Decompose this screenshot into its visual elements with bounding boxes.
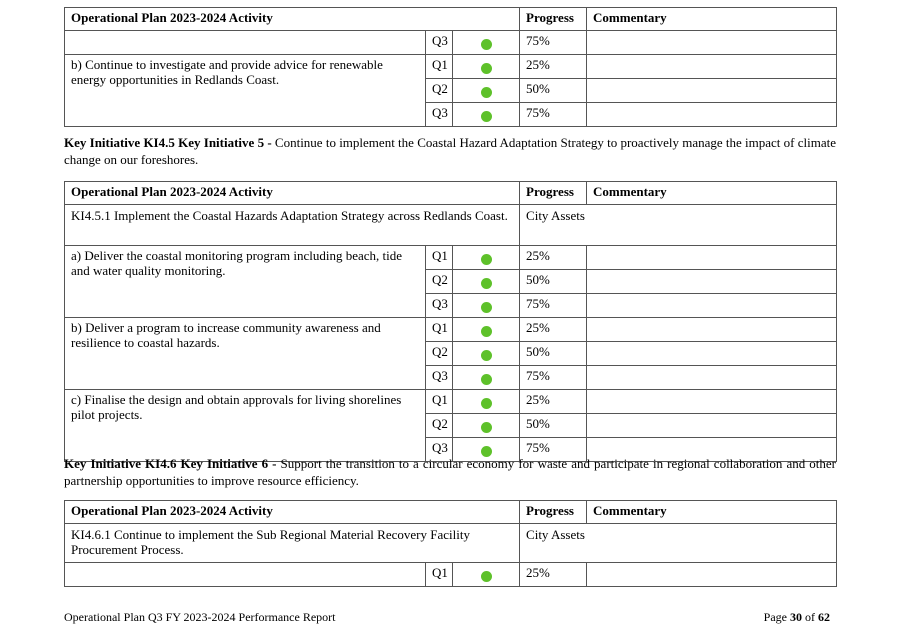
commentary-cell — [587, 414, 837, 438]
progress-value: 25% — [520, 563, 587, 587]
header-progress: Progress — [520, 501, 587, 524]
header-progress: Progress — [520, 182, 587, 205]
header-progress: Progress — [520, 8, 587, 31]
page-prefix: Page — [763, 610, 790, 624]
activity-text: b) Continue to investigate and provide advice for renewable energy opportunities in Redlands Coast. — [65, 55, 426, 127]
commentary-cell — [587, 294, 837, 318]
sub-initiative-text: KI4.6.1 Continue to implement the Sub Regional Material Recovery Facility Procurement Process. — [65, 524, 520, 563]
quarter-label: Q1 — [426, 246, 453, 270]
progress-value: 25% — [520, 55, 587, 79]
progress-value: 25% — [520, 246, 587, 270]
ki46-text: Support the transition to a circular economy for waste and participate in regional collaboration and other partnership opportunities to improve resource efficiency. — [64, 456, 836, 488]
quarter-label: Q2 — [426, 342, 453, 366]
progress-value: 75% — [520, 294, 587, 318]
progress-value: 50% — [520, 79, 587, 103]
status-dot-icon — [481, 302, 492, 313]
activity-text: b) Deliver a program to increase community awareness and resilience to coastal hazards. — [65, 318, 426, 390]
key-initiative-ki45 — [64, 134, 836, 168]
status-dot-icon — [481, 398, 492, 409]
ki45-text: Continue to implement the Coastal Hazard Adaptation Strategy to proactively manage the impact of climate change on our foreshores. — [64, 135, 836, 167]
quarter-label: Q1 — [426, 318, 453, 342]
status-dot-icon — [481, 326, 492, 337]
commentary-cell — [587, 103, 837, 127]
activity-cell-empty — [65, 31, 426, 55]
progress-value: 75% — [520, 438, 587, 462]
status-cell — [453, 563, 520, 587]
status-cell — [453, 366, 520, 390]
status-cell — [453, 55, 520, 79]
activity-text: a) Deliver the coastal monitoring program including beach, tide and water quality monitoring. — [65, 246, 426, 318]
status-dot-icon — [481, 39, 492, 50]
status-cell — [453, 103, 520, 127]
status-dot-icon — [481, 63, 492, 74]
page-of: of — [802, 610, 818, 624]
quarter-label: Q3 — [426, 366, 453, 390]
activity-cell-empty — [65, 563, 426, 587]
header-activity: Operational Plan 2023-2024 Activity — [65, 8, 520, 31]
sub-initiative-text: KI4.5.1 Implement the Coastal Hazards Adaptation Strategy across Redlands Coast. — [65, 205, 520, 246]
status-dot-icon — [481, 254, 492, 265]
commentary-cell — [587, 366, 837, 390]
commentary-cell — [587, 270, 837, 294]
status-cell — [453, 390, 520, 414]
status-dot-icon — [481, 350, 492, 361]
commentary-cell — [587, 55, 837, 79]
header-commentary: Commentary — [587, 8, 837, 31]
commentary-cell — [587, 390, 837, 414]
status-cell — [453, 318, 520, 342]
status-dot-icon — [481, 278, 492, 289]
progress-value: 75% — [520, 31, 587, 55]
progress-value: 75% — [520, 366, 587, 390]
progress-value: 50% — [520, 270, 587, 294]
quarter-label: Q2 — [426, 270, 453, 294]
activity-table-3 — [64, 500, 837, 587]
quarter-label: Q3 — [426, 31, 453, 55]
activity-text: c) Finalise the design and obtain approvals for living shorelines pilot projects. — [65, 390, 426, 462]
header-activity: Operational Plan 2023-2024 Activity — [65, 501, 520, 524]
page-current: 30 — [790, 610, 802, 624]
quarter-label: Q1 — [426, 563, 453, 587]
commentary-cell — [587, 342, 837, 366]
status-cell — [453, 342, 520, 366]
commentary-cell — [587, 318, 837, 342]
status-dot-icon — [481, 111, 492, 122]
header-activity: Operational Plan 2023-2024 Activity — [65, 182, 520, 205]
quarter-label: Q1 — [426, 55, 453, 79]
status-dot-icon — [481, 422, 492, 433]
quarter-label: Q1 — [426, 390, 453, 414]
progress-value: 25% — [520, 318, 587, 342]
progress-value: 75% — [520, 103, 587, 127]
page-total: 62 — [818, 610, 830, 624]
quarter-label: Q2 — [426, 414, 453, 438]
commentary-cell — [587, 79, 837, 103]
footer-report-title: Operational Plan Q3 FY 2023-2024 Performance Report — [64, 610, 336, 624]
progress-value: 50% — [520, 414, 587, 438]
quarter-label: Q2 — [426, 79, 453, 103]
ki45-title: Key Initiative KI4.5 Key Initiative 5 - — [64, 135, 272, 150]
quarter-label: Q3 — [426, 294, 453, 318]
status-cell — [453, 246, 520, 270]
commentary-cell — [587, 563, 837, 587]
header-commentary: Commentary — [587, 182, 837, 205]
quarter-label: Q3 — [426, 438, 453, 462]
commentary-cell — [587, 31, 837, 55]
status-dot-icon — [481, 87, 492, 98]
progress-value: 50% — [520, 342, 587, 366]
ki46-title: Key Initiative KI4.6 Key Initiative 6 - — [64, 456, 277, 471]
status-cell — [453, 79, 520, 103]
activity-table-2 — [64, 181, 837, 462]
status-cell — [453, 414, 520, 438]
commentary-cell — [587, 246, 837, 270]
status-dot-icon — [481, 374, 492, 385]
header-commentary: Commentary — [587, 501, 837, 524]
status-cell — [453, 31, 520, 55]
status-cell — [453, 294, 520, 318]
responsible-group: City Assets — [520, 205, 837, 246]
page-number — [764, 610, 830, 625]
page-footer — [64, 610, 830, 625]
activity-table-1 — [64, 7, 837, 127]
progress-value: 25% — [520, 390, 587, 414]
key-initiative-ki46 — [64, 455, 836, 489]
quarter-label: Q3 — [426, 103, 453, 127]
responsible-group: City Assets — [520, 524, 837, 563]
status-dot-icon — [481, 571, 492, 582]
status-cell — [453, 270, 520, 294]
